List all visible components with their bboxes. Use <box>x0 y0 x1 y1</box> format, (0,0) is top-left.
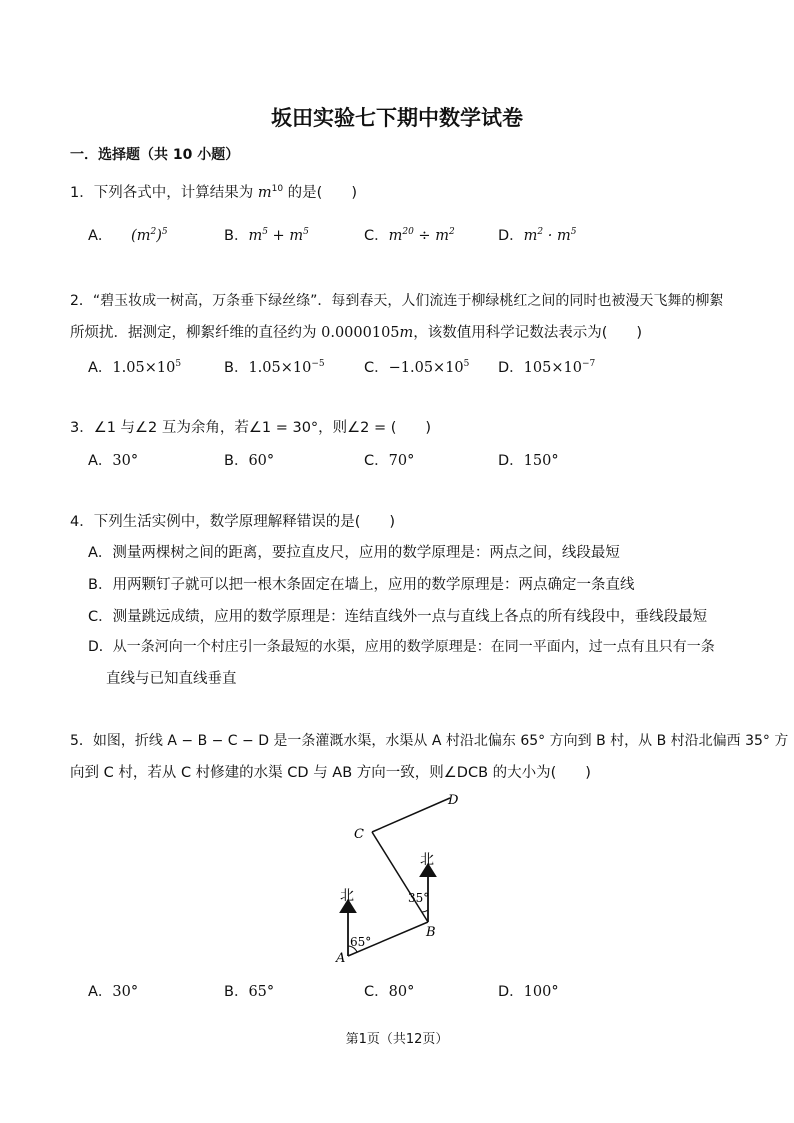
q1-option-d <box>498 224 576 245</box>
q1-option-a <box>88 224 168 245</box>
q3-option-a <box>88 449 138 470</box>
q3-option-d <box>498 449 559 470</box>
q4-option-b: B．用两颗钉子就可以把一根木条固定在墙上，应用的数学原理是：两点确定一条直线 <box>88 577 635 593</box>
option-label: C． <box>364 228 389 244</box>
q5-option-b <box>224 980 274 1001</box>
option-exponent: 5 <box>175 359 182 370</box>
question-2-line-2 <box>70 321 642 342</box>
option-exponent: −5 <box>311 359 325 370</box>
option-label: C． <box>364 360 389 376</box>
option-value: 60° <box>248 453 275 469</box>
q3-option-c <box>364 449 414 470</box>
q3-option-b <box>224 449 274 470</box>
option-value: 30° <box>112 984 139 1000</box>
point-b-label: B <box>426 925 436 940</box>
q1-stem-prefix: 1．下列各式中，计算结果为 <box>70 185 258 201</box>
option-exponent: −7 <box>581 359 596 370</box>
option-exponent: 2 <box>537 227 544 238</box>
q4-option-d-line-2: 直线与已知直线垂直 <box>106 671 237 687</box>
question-1-stem <box>70 181 357 202</box>
option-mantissa: 105×10 <box>523 360 582 376</box>
north-label-b: 北 <box>420 852 434 868</box>
option-operator: ÷ <box>413 228 436 244</box>
q1-option-b <box>224 224 309 245</box>
option-exponent: 5 <box>303 227 309 238</box>
q1-option-c <box>364 224 455 245</box>
q2-option-a <box>88 356 181 377</box>
point-c-label: C <box>354 827 364 842</box>
option-mantissa: 1.05×10 <box>112 360 176 376</box>
q5-option-a <box>88 980 138 1001</box>
question-5-line-1: 5．如图，折线 A − B − C − D 是一条灌溉水渠，水渠从 A 村沿北偏东 65° 方向到 B 村，从 B 村沿北偏西 35° 方 <box>70 733 789 749</box>
q2-unit: m <box>399 325 414 341</box>
option-term: m <box>435 228 449 244</box>
q2-option-b <box>224 356 325 377</box>
option-mantissa: −1.05×10 <box>388 360 464 376</box>
option-label: A． <box>88 453 113 469</box>
page-footer: 第1页（共12页） <box>345 1032 449 1047</box>
option-paren: ) <box>156 228 162 244</box>
point-d-label: D <box>448 793 459 808</box>
angle-label-65: 65° <box>350 935 372 949</box>
option-term: m <box>556 228 571 244</box>
option-label: D． <box>498 360 524 376</box>
option-exponent: 5 <box>262 227 268 238</box>
option-exponent: 5 <box>570 227 577 238</box>
point-a-label: A <box>336 951 346 966</box>
q2-option-d <box>498 356 595 377</box>
option-label: B． <box>224 360 249 376</box>
option-label: A． <box>88 984 113 1000</box>
q5-figure <box>320 780 500 970</box>
section-heading: 一．选择题（共 10 小题） <box>70 147 240 163</box>
option-exponent: 20 <box>402 227 414 238</box>
option-value: 80° <box>388 984 415 1000</box>
option-term: (m <box>131 228 151 244</box>
option-value: 150° <box>523 453 559 469</box>
option-label: A． <box>88 360 113 376</box>
option-exponent: 2 <box>150 227 157 238</box>
option-exponent: 5 <box>463 359 470 370</box>
q1-stem-exponent: 10 <box>271 184 284 195</box>
option-term: m <box>289 228 304 244</box>
option-label: D． <box>498 228 524 244</box>
q4-option-a: A．测量两棵树之间的距离，要拉直皮尺，应用的数学原理是：两点之间，线段最短 <box>88 545 620 561</box>
q4-option-d-line-1: D．从一条河向一个村庄引一条最短的水渠，应用的数学原理是：在同一平面内，过一点有且只有一条 <box>88 639 715 655</box>
option-exponent: 5 <box>161 227 168 238</box>
option-label: D． <box>498 453 524 469</box>
option-term: m <box>523 228 538 244</box>
question-5-line-2: 向到 C 村，若从 C 村修建的水渠 CD 与 AB 方向一致，则∠DCB 的大小为( ) <box>70 765 591 781</box>
q2-option-c <box>364 356 469 377</box>
option-operator: · <box>543 228 557 244</box>
option-value: 65° <box>248 984 275 1000</box>
north-label-a: 北 <box>340 888 354 904</box>
option-mantissa: 1.05×10 <box>248 360 312 376</box>
option-label: A． <box>88 228 113 244</box>
segment-cd <box>372 798 450 832</box>
angle-label-35: 35° <box>408 891 430 905</box>
question-2-line-1: 2．“碧玉妆成一树高，万条垂下绿丝绦”．每到春天，人们流连于柳绿桃红之间的同时也被漫天飞舞的柳絮 <box>70 293 724 309</box>
option-value: 70° <box>388 453 415 469</box>
option-operator: + <box>267 228 290 244</box>
option-label: B． <box>224 453 249 469</box>
page-title: 坂田实验七下期中数学试卷 <box>271 106 523 130</box>
option-value: 100° <box>523 984 559 1000</box>
q1-stem-suffix: 的是( ) <box>283 185 357 201</box>
option-label: B． <box>224 228 249 244</box>
option-label: C． <box>364 984 389 1000</box>
option-value: 30° <box>112 453 139 469</box>
option-label: C． <box>364 453 389 469</box>
option-exponent: 2 <box>448 227 455 238</box>
q4-option-c: C．测量跳远成绩，应用的数学原理是：连结直线外一点与直线上各点的所有线段中，垂线段最短 <box>88 609 708 625</box>
question-3-stem: 3．∠1 与∠2 互为余角，若∠1 = 30°，则∠2 = ( ) <box>70 420 432 436</box>
q5-option-d <box>498 980 559 1001</box>
q2-line2-suffix: ，该数值用科学记数法表示为( ) <box>413 325 643 341</box>
q1-stem-variable: m <box>257 185 272 201</box>
option-label: B． <box>224 984 249 1000</box>
q5-option-c <box>364 980 414 1001</box>
option-term: m <box>388 228 403 244</box>
question-4-stem: 4．下列生活实例中，数学原理解释错误的是( ) <box>70 514 396 530</box>
q2-number: 0.0000105 <box>321 325 400 341</box>
option-label: D． <box>498 984 524 1000</box>
segment-bc <box>372 832 428 922</box>
option-term: m <box>248 228 263 244</box>
q2-line2-prefix: 所烦扰．据测定，柳絮纤维的直径约为 <box>70 325 322 341</box>
